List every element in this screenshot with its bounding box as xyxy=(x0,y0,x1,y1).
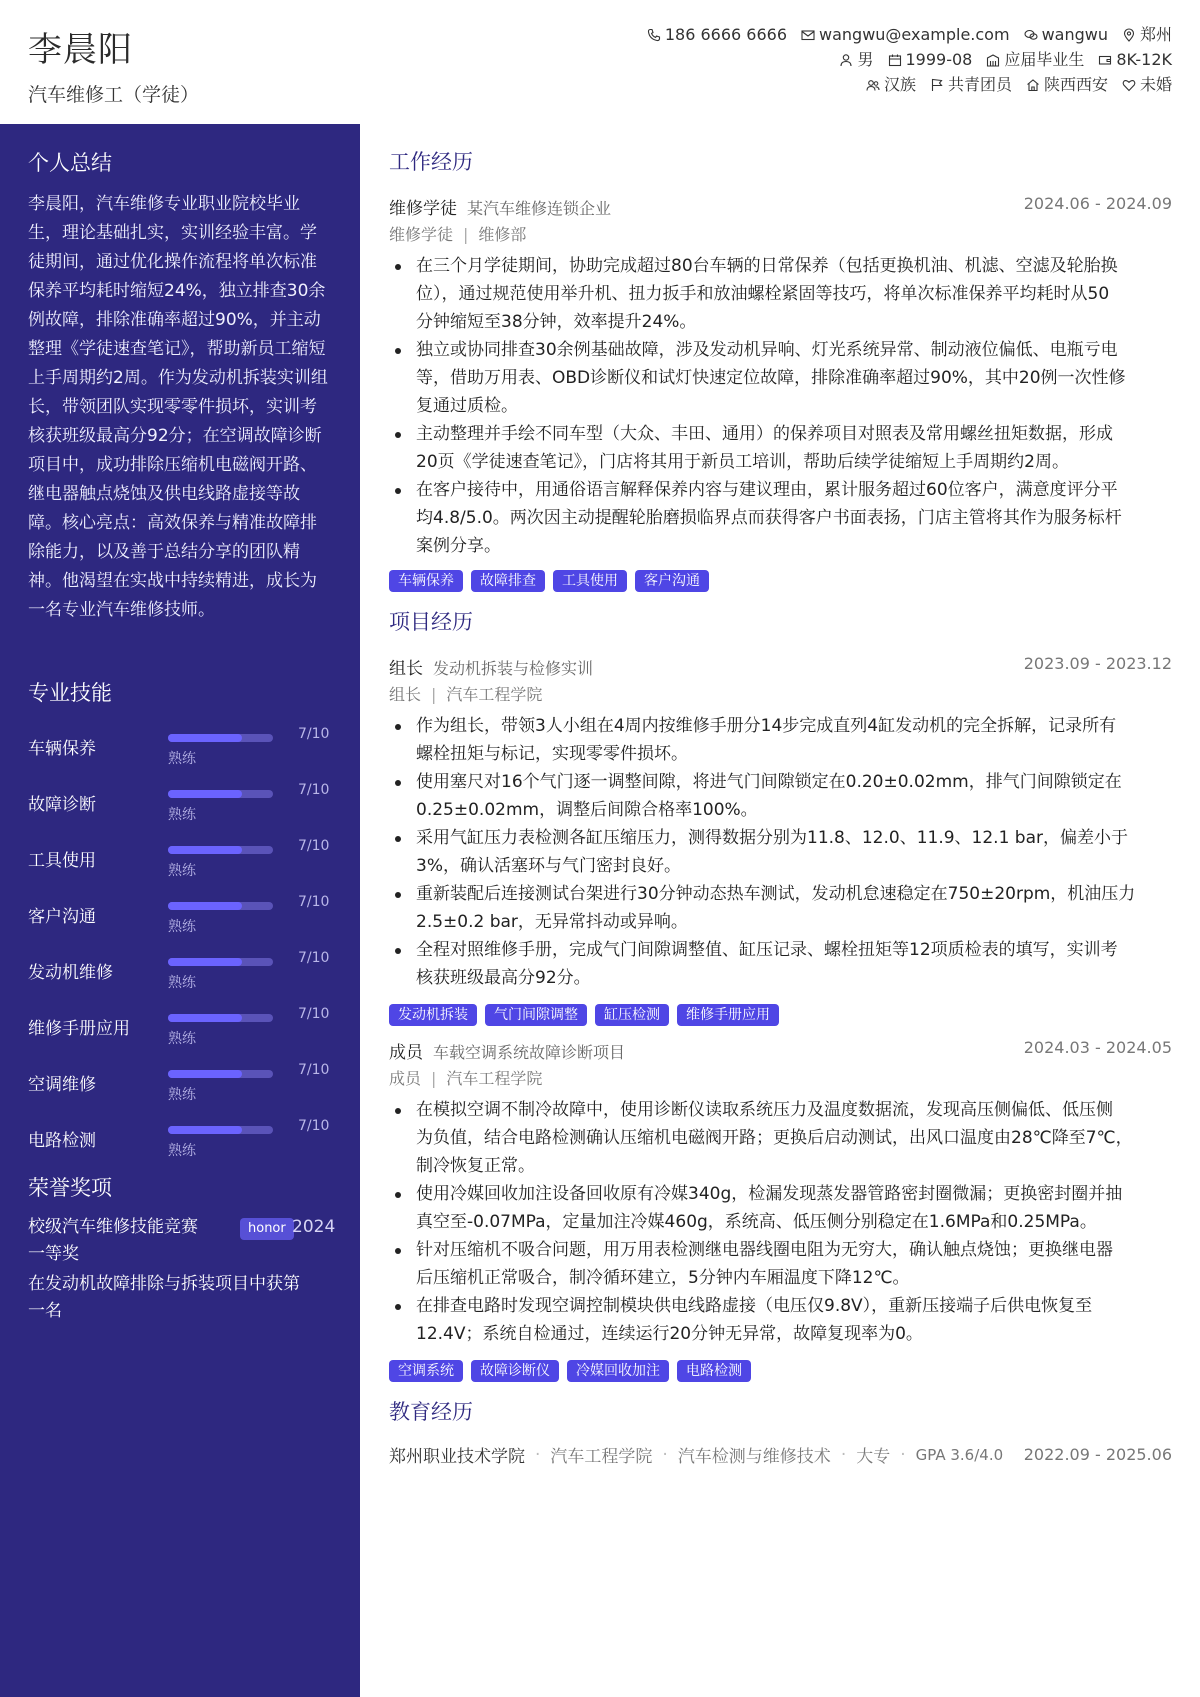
skill-level: 熟练 xyxy=(168,863,196,879)
project-position: 组长 xyxy=(389,685,422,704)
home-icon xyxy=(1026,78,1040,92)
project-bullets xyxy=(389,712,1172,992)
projects-heading: 项目经历 xyxy=(389,610,473,634)
wallet-icon xyxy=(1098,53,1112,67)
skill-tag: 客户沟通 xyxy=(635,570,709,592)
work-role: 维修学徒 xyxy=(389,199,457,219)
political-status: 共青团员 xyxy=(947,75,1012,94)
work-position: 维修学徒 xyxy=(389,225,454,244)
skill-name: 车辆保养 xyxy=(28,739,96,759)
people-icon xyxy=(866,78,880,92)
skill-name: 发动机维修 xyxy=(28,963,113,983)
skill-tag: 气门间隙调整 xyxy=(485,1004,587,1026)
list-item: 使用冷媒回收加注设备回收原有冷媒340g，检漏发现蒸发器管路密封圈微漏；更换密封圈并抽 真空至-0.07MPa，定量加注冷媒460g，系统高、低压侧分别稳定在1.6MPa和0.25MPa。 xyxy=(389,1180,1172,1236)
calendar-icon xyxy=(888,53,902,67)
list-item: 在客户接待中，用通俗语言解释保养内容与建议理由，累计服务超过60位客户，满意度评分平 均4.8/5.0。两次因主动提醒轮胎磨损临界点而获得客户书面表扬，门店主管将其作为服务标杆 案例分享。 xyxy=(389,476,1172,560)
education-entry: 郑州职业技术学院 · 汽车工程学院 · 汽车检测与维修技术 · 大专 · GPA 3.6/4.0 2022.09 - 2025.06 xyxy=(389,1442,1172,1467)
skill-score: 7/10 xyxy=(298,1062,330,1078)
award-item: 在发动机故障排除与拆装项目中获第 xyxy=(28,1274,300,1294)
candidate-name: 李晨阳 xyxy=(28,30,133,70)
project-institution: 汽车工程学院 xyxy=(446,685,543,704)
skill-level: 熟练 xyxy=(168,807,196,823)
skill-tag: 车辆保养 xyxy=(389,570,463,592)
summary-heading: 个人总结 xyxy=(28,151,112,175)
gpa: GPA 3.6/4.0 xyxy=(915,1445,1004,1464)
skill-bar-fill xyxy=(168,846,242,854)
phone-icon xyxy=(647,28,661,42)
marital-status: 未婚 xyxy=(1139,75,1172,94)
skill-level: 熟练 xyxy=(168,975,196,991)
work-sub: 维修学徒 | 维修部 xyxy=(389,225,527,244)
skill-item xyxy=(28,782,338,822)
birth-date: 1999-08 xyxy=(905,50,973,69)
project-institution: 汽车工程学院 xyxy=(446,1069,543,1088)
skill-level: 熟练 xyxy=(168,919,196,935)
honor-badge: honor xyxy=(240,1218,294,1240)
degree: 大专 xyxy=(856,1447,891,1467)
skill-bar-track xyxy=(168,1014,273,1022)
list-item: 作为组长，带领3人小组在4周内按维修手册分14步完成直列4缸发动机的完全拆解，记录所有 螺栓扭矩与标记，实现零零件损坏。 xyxy=(389,712,1172,768)
wechat-icon xyxy=(1024,28,1038,42)
project-position: 成员 xyxy=(389,1069,422,1088)
skill-name: 工具使用 xyxy=(28,851,96,871)
skill-bar-track xyxy=(168,734,273,742)
work-date: 2024.06 - 2024.09 xyxy=(1023,194,1172,213)
school-name: 郑州职业技术学院 xyxy=(389,1447,525,1467)
ethnicity: 汉族 xyxy=(883,75,916,94)
skill-tag: 缸压检测 xyxy=(595,1004,669,1026)
skill-bar-fill xyxy=(168,1126,242,1134)
project-entry-head xyxy=(389,1038,1172,1063)
skill-bar-track xyxy=(168,790,273,798)
skill-score: 7/10 xyxy=(298,1118,330,1134)
user-icon xyxy=(839,53,853,67)
project-bullets xyxy=(389,1096,1172,1348)
work-heading: 工作经历 xyxy=(389,150,473,174)
skill-tag: 空调系统 xyxy=(389,1360,463,1382)
skill-score: 7/10 xyxy=(298,726,330,742)
skill-tag: 电路检测 xyxy=(677,1360,751,1382)
work-org: 某汽车维修连锁企业 xyxy=(467,199,612,218)
gender: 男 xyxy=(857,50,874,69)
list-item: 主动整理并手绘不同车型（大众、丰田、通用）的保养项目对照表及常用螺丝扭矩数据，形成 20页《学徒速查笔记》，门店将其用于新员工培训，帮助后续学徒缩短上手周期约2周。 xyxy=(389,420,1172,476)
project-role: 成员 xyxy=(389,1043,423,1063)
project-tags xyxy=(389,1004,779,1026)
skill-score: 7/10 xyxy=(298,838,330,854)
awards-heading: 荣誉奖项 xyxy=(28,1176,112,1200)
flag-icon xyxy=(930,78,944,92)
project-sub: 组长 | 汽车工程学院 xyxy=(389,685,543,704)
skill-item xyxy=(28,894,338,934)
skill-item xyxy=(28,950,338,990)
education-heading: 教育经历 xyxy=(389,1400,473,1424)
skill-level: 熟练 xyxy=(168,751,196,767)
hometown: 陕西西安 xyxy=(1043,75,1108,94)
skill-level: 熟练 xyxy=(168,1143,196,1159)
skill-item xyxy=(28,1062,338,1102)
project-sub: 成员 | 汽车工程学院 xyxy=(389,1069,543,1088)
skill-item xyxy=(28,726,338,766)
skill-name: 电路检测 xyxy=(28,1131,96,1151)
skill-bar-fill xyxy=(168,958,242,966)
project-tags xyxy=(389,1360,751,1382)
job-title: 汽车维修工（学徒） xyxy=(28,84,200,106)
skill-bar-fill xyxy=(168,1070,242,1078)
skill-tag: 发动机拆装 xyxy=(389,1004,477,1026)
work-tags xyxy=(389,570,709,592)
list-item: 在排查电路时发现空调控制模块供电线路虚接（电压仅9.8V），重新压接端子后供电恢复至 12.4V；系统自检通过，连续运行20分钟无异常，故障复现率为0。 xyxy=(389,1292,1172,1348)
skill-name: 空调维修 xyxy=(28,1075,96,1095)
heart-icon xyxy=(1122,78,1136,92)
skill-bar-track xyxy=(168,1070,273,1078)
skill-bar-fill xyxy=(168,902,242,910)
list-item: 针对压缩机不吸合问题，用万用表检测继电器线圈电阻为无穷大，确认触点烧蚀；更换继电器 后压缩机正常吸合，制冷循环建立，5分钟内车厢温度下降12℃。 xyxy=(389,1236,1172,1292)
skill-tag: 冷媒回收加注 xyxy=(567,1360,669,1382)
location-icon xyxy=(1122,28,1136,42)
skill-bar-fill xyxy=(168,734,242,742)
wechat-id: wangwu xyxy=(1041,25,1108,44)
college-name: 汽车工程学院 xyxy=(550,1447,653,1467)
list-item: 使用塞尺对16个气门逐一调整间隙，将进气门间隙锁定在0.20±0.02mm，排气门间隙锁定在 0.25±0.02mm，调整后间隙合格率100%。 xyxy=(389,768,1172,824)
skill-bar-fill xyxy=(168,1014,242,1022)
major: 汽车检测与维修技术 xyxy=(677,1447,831,1467)
list-item: 独立或协同排查30余例基础故障，涉及发动机异响、灯光系统异常、制动液位偏低、电瓶亏电 等，借助万用表、OBD诊断仪和试灯快速定位故障，排除准确率超过90%，其中20例一次性修 复通过质检。 xyxy=(389,336,1172,420)
project-entry-head xyxy=(389,654,1172,679)
skill-score: 7/10 xyxy=(298,782,330,798)
status: 应届毕业生 xyxy=(1004,50,1085,69)
project-name: 车载空调系统故障诊断项目 xyxy=(433,1043,626,1062)
list-item: 在模拟空调不制冷故障中，使用诊断仪读取系统压力及温度数据流，发现高压侧偏低、低压侧 为负值，结合电路检测确认压缩机电磁阀开路；更换后启动测试，出风口温度由28℃降至7℃， 制冷恢复正常。 xyxy=(389,1096,1172,1180)
work-department: 维修部 xyxy=(478,225,527,244)
skill-name: 故障诊断 xyxy=(28,795,96,815)
skill-score: 7/10 xyxy=(298,950,330,966)
email-address[interactable]: wangwu@example.com xyxy=(819,25,1010,44)
award-year: 2024 xyxy=(292,1217,336,1237)
project-date: 2023.09 - 2023.12 xyxy=(1023,654,1172,673)
skill-bar-track xyxy=(168,846,273,854)
skill-name: 维修手册应用 xyxy=(28,1019,130,1039)
skill-score: 7/10 xyxy=(298,1006,330,1022)
skill-tag: 故障诊断仪 xyxy=(471,1360,559,1382)
phone-number[interactable]: 186 6666 6666 xyxy=(664,25,788,44)
skill-item xyxy=(28,1118,338,1158)
work-entry-head xyxy=(389,194,1172,219)
skill-tag: 维修手册应用 xyxy=(677,1004,779,1026)
skill-bar-fill xyxy=(168,790,242,798)
skill-tag: 工具使用 xyxy=(553,570,627,592)
expected-salary: 8K-12K xyxy=(1116,50,1172,69)
skill-level: 熟练 xyxy=(168,1087,196,1103)
personal-info xyxy=(472,22,1172,97)
skill-score: 7/10 xyxy=(298,894,330,910)
summary-text: 李晨阳，汽车维修专业职业院校毕业生，理论基础扎实，实训经验丰富。学徒期间，通过优化操作流程将单次标准保养平均耗时缩短24%，独立排查30余例故障，排除准确率超过90%，并主动整理《学徒速查笔记》，帮助新员工缩短上手周期约2周。作为发动机拆装实训组长，带领团队实现零零件损坏，实训考核获班级最高分92分；在空调故障诊断项目中，成功排除压缩机电磁阀开路、继电器触点烧蚀及供电线路虚接等故障。核心亮点：高效保养与精准故障排除能力，以及善于总结分享的团队精神。他渴望在实战中持续精进，成长为一名专业汽车维修技师。 xyxy=(28,194,328,620)
award-text-cont: 一等奖 xyxy=(28,1244,79,1264)
building-icon xyxy=(986,53,1000,67)
work-bullets xyxy=(389,252,1172,560)
skill-name: 客户沟通 xyxy=(28,907,96,927)
award-text: 校级汽车维修技能竞赛 xyxy=(28,1217,198,1237)
skill-tag: 故障排查 xyxy=(471,570,545,592)
award-item xyxy=(28,1214,198,1241)
project-role: 组长 xyxy=(389,659,423,679)
location: 郑州 xyxy=(1139,25,1172,44)
list-item: 重新装配后连接测试台架进行30分钟动态热车测试，发动机怠速稳定在750±20rpm，机油压力 2.5±0.2 bar，无异常抖动或异响。 xyxy=(389,880,1172,936)
skill-level: 熟练 xyxy=(168,1031,196,1047)
list-item: 全程对照维修手册，完成气门间隙调整值、缸压记录、螺栓扭矩等12项质检表的填写，实训考 核获班级最高分92分。 xyxy=(389,936,1172,992)
resume-header xyxy=(0,0,1200,124)
skill-bar-track xyxy=(168,958,273,966)
skill-bar-track xyxy=(168,1126,273,1134)
education-date: 2022.09 - 2025.06 xyxy=(1023,1445,1172,1464)
skill-item xyxy=(28,838,338,878)
skill-item xyxy=(28,1006,338,1046)
skill-bar-track xyxy=(168,902,273,910)
project-date: 2024.03 - 2024.05 xyxy=(1023,1038,1172,1057)
skills-heading: 专业技能 xyxy=(28,681,112,705)
mail-icon xyxy=(801,28,815,42)
project-name: 发动机拆装与检修实训 xyxy=(433,659,594,678)
list-item: 在三个月学徒期间，协助完成超过80台车辆的日常保养（包括更换机油、机滤、空滤及轮胎换 位），通过规范使用举升机、扭力扳手和放油螺栓紧固等技巧，将单次标准保养平均耗时从50 分钟缩短至38分钟，效率提升24%。 xyxy=(389,252,1172,336)
award-text-cont: 一名 xyxy=(28,1301,62,1321)
list-item: 采用气缸压力表检测各缸压缩压力，测得数据分别为11.8、12.0、11.9、12.1 bar，偏差小于 3%，确认活塞环与气门密封良好。 xyxy=(389,824,1172,880)
